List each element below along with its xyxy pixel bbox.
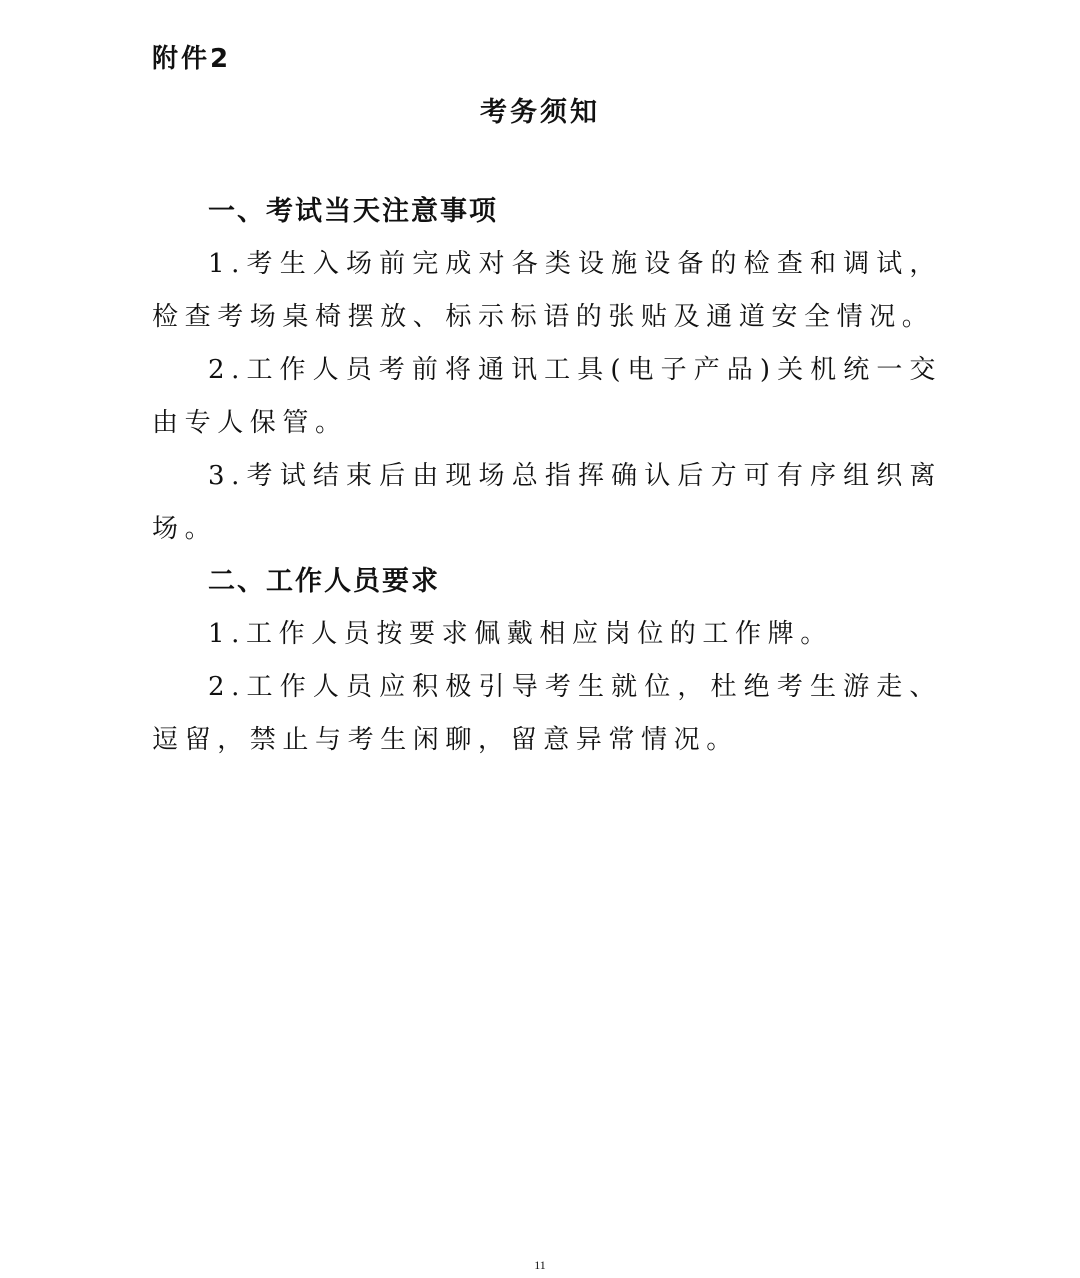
section-item: 2.工作人员考前将通讯工具(电子产品)关机统一交由专人保管。: [152, 355, 942, 438]
section-heading: 一、考试当天注意事项: [208, 196, 498, 227]
section-item: 1.考生入场前完成对各类设施设备的检查和调试，检查考场桌椅摆放、标示标语的张贴及通道安全情况。: [152, 249, 942, 332]
attachment-label: 附件2: [152, 44, 232, 74]
section-heading: 二、工作人员要求: [208, 566, 440, 597]
section-item: 1.工作人员按要求佩戴相应岗位的工作牌。: [208, 619, 833, 649]
document-title: 考务须知: [480, 97, 600, 128]
document-body: [152, 186, 942, 767]
section-item: 2.工作人员应积极引导考生就位，杜绝考生游走、逗留，禁止与考生闲聊，留意异常情况。: [152, 672, 942, 755]
section-item: 3.考试结束后由现场总指挥确认后方可有序组织离场。: [152, 461, 942, 544]
page-number: 11: [534, 1258, 546, 1272]
